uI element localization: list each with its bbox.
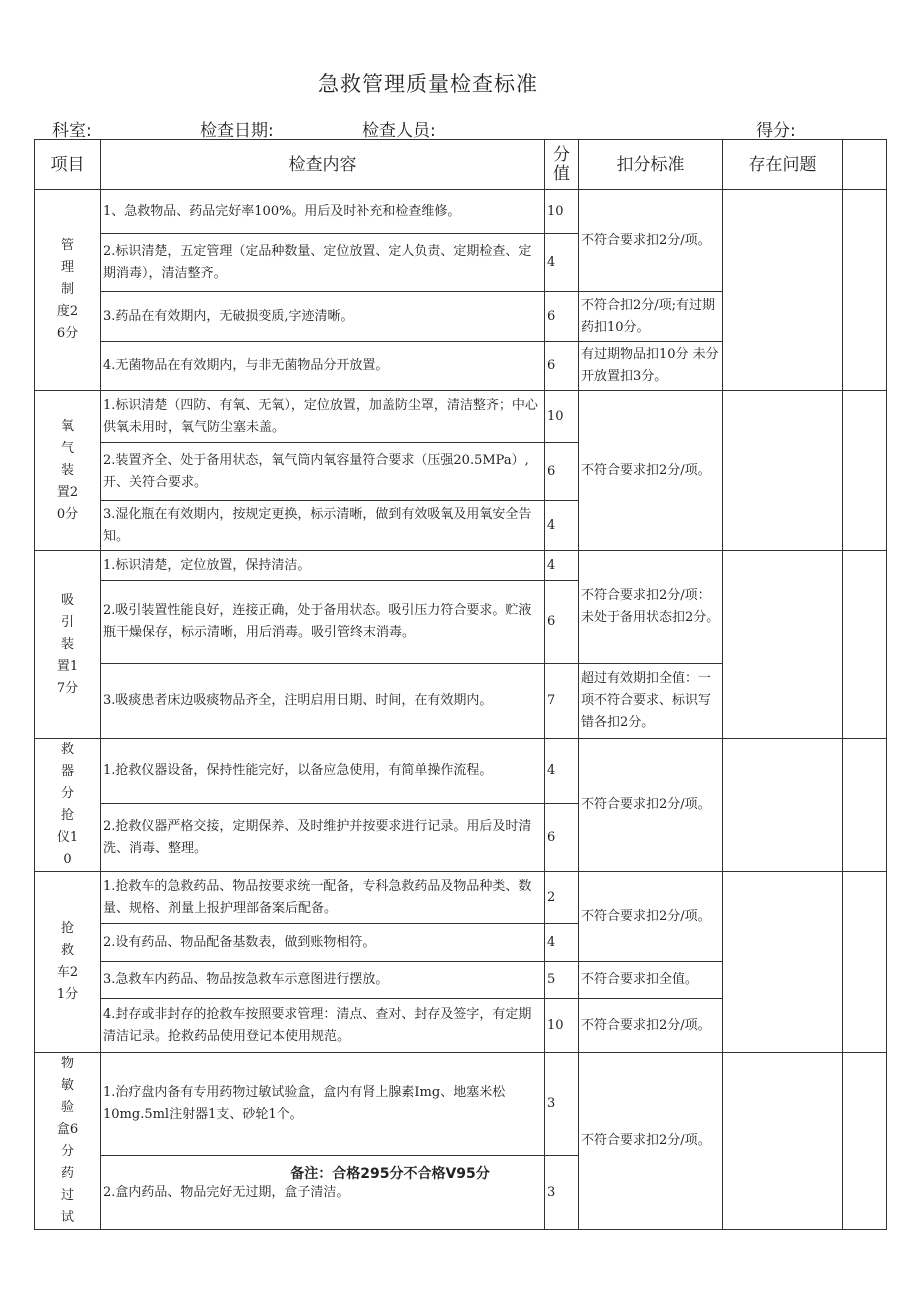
row-content: 2.标识清楚，五定管理（定品种数量、定位放置、定人负责、定期检查、定期消毒），清洁整齐。 bbox=[101, 234, 545, 292]
row-deduction: 不符合扣2分/项;有过期药扣10分。 bbox=[579, 292, 723, 342]
col-header-blank bbox=[843, 140, 887, 190]
row-score: 10 bbox=[545, 391, 579, 443]
row-deduction: 不符合要求扣全值。 bbox=[579, 962, 723, 999]
row-score: 3 bbox=[545, 1156, 579, 1230]
section-item-label: 管理制度26分 bbox=[56, 238, 79, 341]
section-item bbox=[35, 551, 101, 739]
col-header-issues: 存在问题 bbox=[723, 140, 843, 190]
section-item bbox=[35, 739, 101, 872]
row-deduction: 超过有效期扣全值：一项不符合要求、标识写错各扣2分。 bbox=[579, 664, 723, 739]
inspector-label: 检查人员: bbox=[362, 121, 436, 141]
row-score: 4 bbox=[545, 234, 579, 292]
section-item-label: 氧气装置20分 bbox=[56, 418, 79, 522]
row-score: 6 bbox=[545, 292, 579, 342]
row-score: 4 bbox=[545, 501, 579, 551]
row-issues bbox=[723, 190, 843, 391]
table-row bbox=[35, 190, 887, 234]
row-content: 3.吸痰患者床边吸痰物品齐全，注明启用日期、时间，在有效期内。 bbox=[101, 664, 545, 739]
footnote: 备注：合格295分不合格V95分 bbox=[290, 1166, 490, 1182]
dept-label: 科室: bbox=[52, 121, 92, 141]
row-deduction: 不符合要求扣2分/项。 bbox=[579, 739, 723, 872]
row-blank bbox=[843, 391, 887, 551]
col-header-score-text: 分值 bbox=[553, 144, 570, 184]
row-content: 3.急救车内药品、物品按急救车示意图进行摆放。 bbox=[101, 962, 545, 999]
row-score: 6 bbox=[545, 342, 579, 391]
col-header-item: 项目 bbox=[35, 140, 101, 190]
row-content: 2.盒内药品、物品完好无过期，盒子清洁。 bbox=[101, 1156, 545, 1230]
row-content: 4.封存或非封存的抢救车按照要求管理：清点、查对、封存及签字，有定期清洁记录。抢救药品使用登记本使用规范。 bbox=[101, 999, 545, 1053]
row-content: 1.抢救仪器设备，保持性能完好，以备应急使用，有简单操作流程。 bbox=[101, 739, 545, 804]
row-blank bbox=[843, 190, 887, 391]
row-deduction: 有过期物品扣10分 未分开放置扣3分。 bbox=[579, 342, 723, 391]
row-score: 6 bbox=[545, 581, 579, 664]
row-content: 2.抢救仪器严格交接，定期保养、及时维护并按要求进行记录。用后及时清洗、消毒、整理。 bbox=[101, 804, 545, 872]
row-deduction: 不符合要求扣2分/项。 bbox=[579, 1053, 723, 1230]
col-header-content: 检查内容 bbox=[101, 140, 545, 190]
row-score: 3 bbox=[545, 1053, 579, 1156]
inspection-table bbox=[34, 139, 887, 1230]
row-issues bbox=[723, 739, 843, 872]
row-blank bbox=[843, 551, 887, 739]
table-row bbox=[35, 872, 887, 924]
row-content: 1.标识清楚（四防、有氧、无氧），定位放置，加盖防尘罩，清洁整齐；中心供氧未用时，氧气防尘塞未盖。 bbox=[101, 391, 545, 443]
col-header-score bbox=[545, 140, 579, 190]
row-deduction: 不符合要求扣2分/项。 bbox=[579, 872, 723, 962]
table-header-row bbox=[35, 140, 887, 190]
row-score: 10 bbox=[545, 190, 579, 234]
table-row bbox=[35, 551, 887, 581]
row-score: 6 bbox=[545, 804, 579, 872]
section-item bbox=[35, 872, 101, 1053]
row-content: 2.设有药品、物品配备基数表，做到账物相符。 bbox=[101, 924, 545, 962]
row-content: 2.吸引装置性能良好，连接正确，处于备用状态。吸引压力符合要求。贮液瓶干燥保存，标示清晰，用后消毒。吸引管终末消毒。 bbox=[101, 581, 545, 664]
row-deduction: 不符合要求扣2分/项。 bbox=[579, 391, 723, 551]
row-issues bbox=[723, 551, 843, 739]
section-item bbox=[35, 1053, 101, 1230]
section-item-label: 物敏验盒6分药过试 bbox=[56, 1056, 79, 1225]
row-deduction: 不符合要求扣2分/项：未处于备用状态扣2分。 bbox=[579, 551, 723, 664]
row-blank bbox=[843, 1053, 887, 1230]
row-content: 3.湿化瓶在有效期内，按规定更换，标示清晰，做到有效吸氧及用氧安全告知。 bbox=[101, 501, 545, 551]
row-score: 7 bbox=[545, 664, 579, 739]
row-score: 4 bbox=[545, 924, 579, 962]
section-item-label: 吸引装置17分 bbox=[56, 592, 79, 696]
row-deduction: 不符合要求扣2分/项。 bbox=[579, 190, 723, 292]
row-blank bbox=[843, 872, 887, 1053]
table-row bbox=[35, 739, 887, 804]
row-content: 1.标识清楚，定位放置，保持清洁。 bbox=[101, 551, 545, 581]
row-issues bbox=[723, 872, 843, 1053]
row-score: 4 bbox=[545, 551, 579, 581]
row-score: 5 bbox=[545, 962, 579, 999]
row-content: 1、急救物品、药品完好率100%。用后及时补充和检查维修。 bbox=[101, 190, 545, 234]
row-issues bbox=[723, 1053, 843, 1230]
row-content: 4.无菌物品在有效期内，与非无菌物品分开放置。 bbox=[101, 342, 545, 391]
row-score: 10 bbox=[545, 999, 579, 1053]
section-item bbox=[35, 391, 101, 551]
section-item-label: 救器分抢仪10 bbox=[56, 742, 79, 867]
section-item-label: 抢救车21分 bbox=[56, 921, 79, 1002]
col-header-deduction: 扣分标准 bbox=[579, 140, 723, 190]
table-row bbox=[35, 1053, 887, 1156]
page-title: 急救管理质量检查标准 bbox=[318, 72, 538, 96]
table-row bbox=[35, 391, 887, 443]
row-score: 4 bbox=[545, 739, 579, 804]
row-content: 3.药品在有效期内，无破损变质,字迹清晰。 bbox=[101, 292, 545, 342]
row-content: 1.抢救车的急救药品、物品按要求统一配备，专科急救药品及物品种类、数量、规格、剂量上报护理部备案后配备。 bbox=[101, 872, 545, 924]
section-item bbox=[35, 190, 101, 391]
date-label: 检查日期: bbox=[200, 121, 274, 141]
score-label: 得分: bbox=[756, 121, 796, 141]
row-content: 1.治疗盘内备有专用药物过敏试验盒，盒内有肾上腺素Img、地塞米松10mg.5ml注射器1支、砂轮1个。 bbox=[101, 1053, 545, 1156]
row-issues bbox=[723, 391, 843, 551]
row-score: 6 bbox=[545, 443, 579, 501]
row-blank bbox=[843, 739, 887, 872]
row-deduction: 不符合要求扣2分/项。 bbox=[579, 999, 723, 1053]
row-content: 2.装置齐全、处于备用状态，氧气筒内氧容量符合要求（压强20.5MPa）,开、关符合要求。 bbox=[101, 443, 545, 501]
row-score: 2 bbox=[545, 872, 579, 924]
